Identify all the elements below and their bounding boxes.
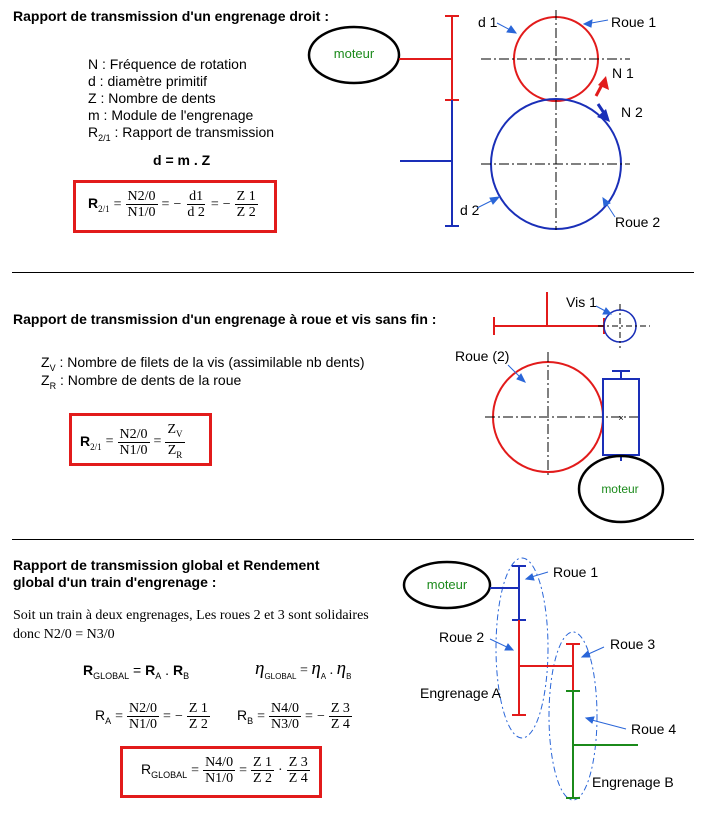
- label-n1: N 1: [612, 65, 634, 81]
- engrenage-a-envelope: [496, 558, 548, 738]
- axis-mark: ×: [618, 413, 624, 423]
- legend-n: N : Fréquence de rotation: [88, 56, 247, 72]
- label-roue3: Roue 3: [610, 636, 656, 652]
- eta-formula: $\eta_{GLOBAL} = \eta_A$ . $\eta_B$: [255, 658, 352, 681]
- legend-r: $R_{2/1}$ : Rapport de transmission: [88, 124, 275, 143]
- label-roue2: Roue 2: [439, 629, 485, 645]
- fraction-z: $\frac{Z_V}{Z_R}$: [167, 422, 183, 460]
- spur-gear-diagram: [0, 0, 718, 270]
- zv-definition: $Z_V$ : Nombre de filets de la vis (assimilable nb dents): [41, 354, 365, 373]
- ra-formula: $R_A$ = $\frac{N2/0}{N1/0}$ = − $\frac{Z 1}{Z 2}$: [95, 701, 208, 732]
- fraction-d: $\frac{d1}{d 2}$: [187, 189, 205, 220]
- motor-label: moteur: [333, 46, 375, 61]
- section1-title: Rapport de transmission d'un engrenage droit :: [13, 8, 330, 24]
- worm-gear-diagram: [0, 280, 718, 530]
- label-engrenage-b: Engrenage B: [592, 774, 674, 790]
- r21-label: $R_{2/1}$: [80, 432, 102, 452]
- rotation-arrow-n1-icon: [596, 76, 609, 96]
- gear-train-diagram: [0, 548, 718, 817]
- legend-z: Z : Nombre de dents: [88, 90, 216, 106]
- label-vis1: Vis 1: [566, 294, 597, 310]
- separator-1: [12, 272, 694, 273]
- fraction-z: $\frac{Z 1}{Z 2}$: [236, 189, 256, 220]
- eq: =: [113, 196, 122, 212]
- section2-title: Rapport de transmission d'un engrenage à roue et vis sans fin :: [13, 311, 437, 327]
- label-roue1: Roue 1: [611, 14, 657, 30]
- section3-text: Soit un train à deux engrenages, Les roues 2 et 3 sont solidaires donc N2/0 = N3/0: [13, 608, 369, 642]
- legend-m: m : Module de l'engrenage: [88, 107, 254, 123]
- label-roue4: Roue 4: [631, 721, 677, 737]
- section3-title: Rapport de transmission global et Rendement global d'un train d'engrenage :: [13, 557, 320, 590]
- rotation-arrow-n2-icon: [597, 104, 610, 122]
- formula-box-2: $R_{2/1}$ = $\frac{N2/0}{N1/0}$ = $\frac{Z_V}{Z_R}$: [69, 413, 212, 466]
- rglobal-formula: $R_{GLOBAL} = R_A$ . $R_B$: [83, 662, 190, 681]
- label-d1: d 1: [478, 14, 498, 30]
- legend-d: d : diamètre primitif: [88, 73, 208, 89]
- eq: =: [210, 196, 219, 212]
- label-n2: N 2: [621, 104, 643, 120]
- separator-2: [12, 539, 694, 540]
- label-engrenage-a: Engrenage A: [420, 685, 501, 701]
- motor-label: moteur: [426, 577, 468, 592]
- zr-definition: $Z_R$ : Nombre de dents de la roue: [41, 372, 242, 391]
- rb-formula: $R_B$ = $\frac{N4/0}{N3/0}$ = − $\frac{Z 3}{Z 4}$: [237, 701, 350, 732]
- label-roue1: Roue 1: [553, 564, 599, 580]
- motor-label: moteur: [601, 482, 639, 496]
- r21-label: $R_{2/1}$: [88, 195, 110, 214]
- minus: −: [173, 196, 182, 212]
- formula-d: d = m . Z: [153, 152, 211, 168]
- formula-box-3: $R_{GLOBAL}$ = $\frac{N4/0}{N1/0}$ = $\frac{Z 1}{Z 2}$ · $\frac{Z 3}{Z 4}$: [120, 746, 322, 798]
- label-d2: d 2: [460, 202, 480, 218]
- label-roue2: Roue (2): [455, 348, 510, 364]
- fraction-n: $\frac{N2/0}{N1/0}$: [119, 426, 148, 458]
- label-roue2: Roue 2: [615, 214, 661, 230]
- fraction-n: $\frac{N2/0}{N1/0}$: [127, 189, 156, 220]
- minus: −: [222, 196, 231, 212]
- eq: =: [161, 196, 170, 212]
